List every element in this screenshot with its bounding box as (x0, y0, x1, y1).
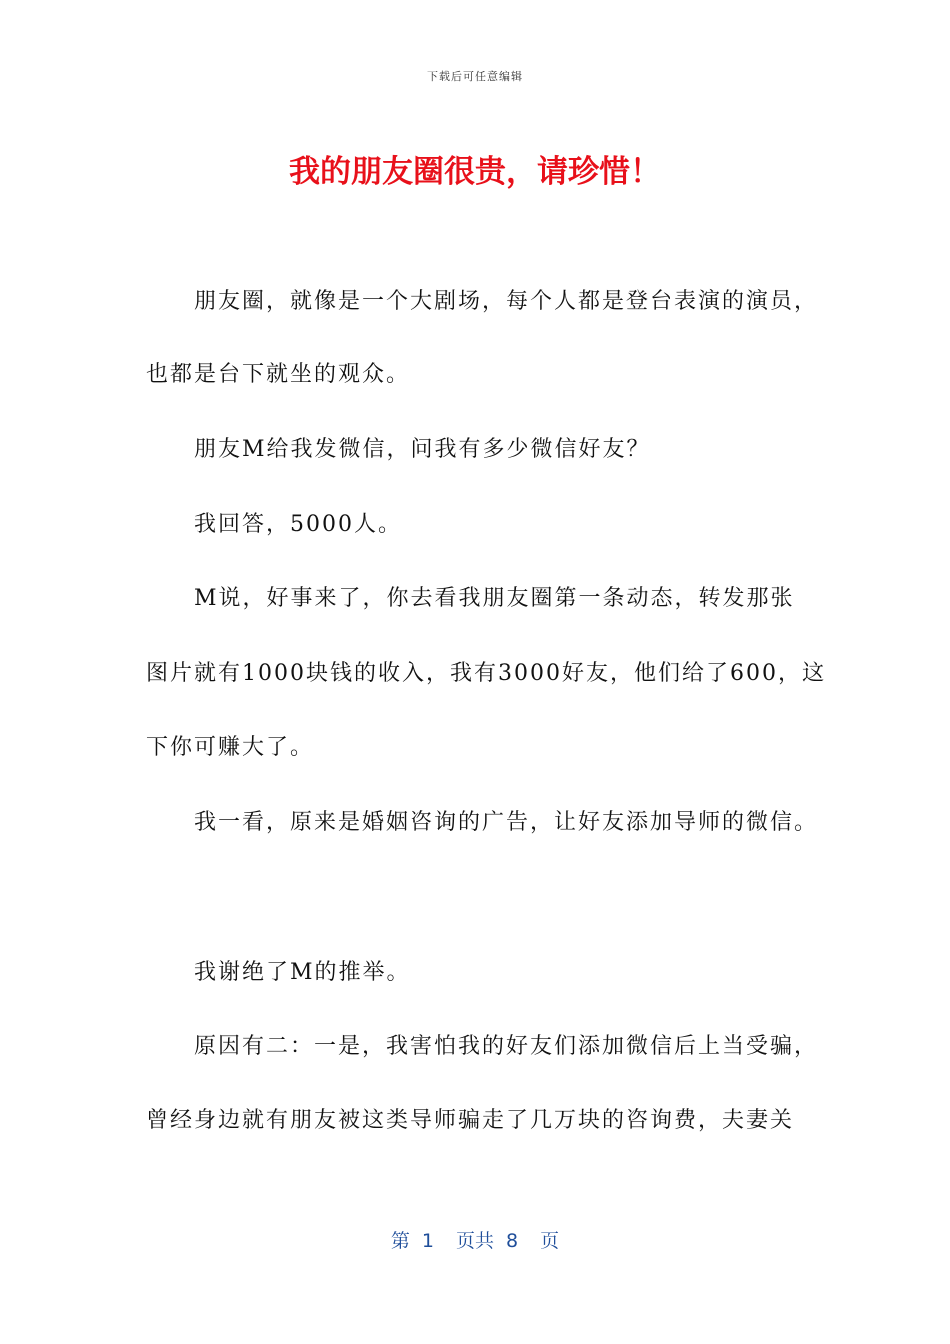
paragraph-line: 我回答，5000人。 (194, 512, 402, 537)
footer-middle: 页共 (455, 1230, 494, 1252)
paragraph-line: 也都是台下就坐的观众。 (146, 362, 411, 387)
paragraph-line: M说，好事来了，你去看我朋友圈第一条动态，转发那张 (194, 586, 795, 611)
paragraph-line: 曾经身边就有朋友被这类导师骗走了几万块的咨询费，夫妻关 (146, 1108, 795, 1133)
footer-prefix: 第 (390, 1230, 410, 1252)
total-pages-number: 8 (506, 1230, 519, 1252)
document-title: 我的朋友圈很贵，请珍惜！ (289, 154, 661, 190)
footer-suffix: 页 (540, 1230, 560, 1252)
current-page-number: 1 (421, 1230, 434, 1252)
page-footer (0, 1226, 950, 1253)
paragraph-line: 朋友M给我发微信，问我有多少微信好友？ (194, 437, 651, 462)
paragraph-line: 图片就有1000块钱的收入，我有3000好友，他们给了600，这 (146, 661, 826, 686)
paragraph-line: 朋友圈，就像是一个大剧场，每个人都是登台表演的演员， (194, 289, 819, 314)
paragraph-line: 我谢绝了M的推举。 (194, 960, 411, 985)
paragraph-line: 下你可赚大了。 (146, 735, 315, 760)
page-header: 下载后可任意编辑 (427, 70, 523, 83)
paragraph-line: 原因有二：一是，我害怕我的好友们添加微信后上当受骗， (194, 1034, 819, 1059)
paragraph-line: 我一看，原来是婚姻咨询的广告，让好友添加导师的微信。 (194, 810, 819, 835)
